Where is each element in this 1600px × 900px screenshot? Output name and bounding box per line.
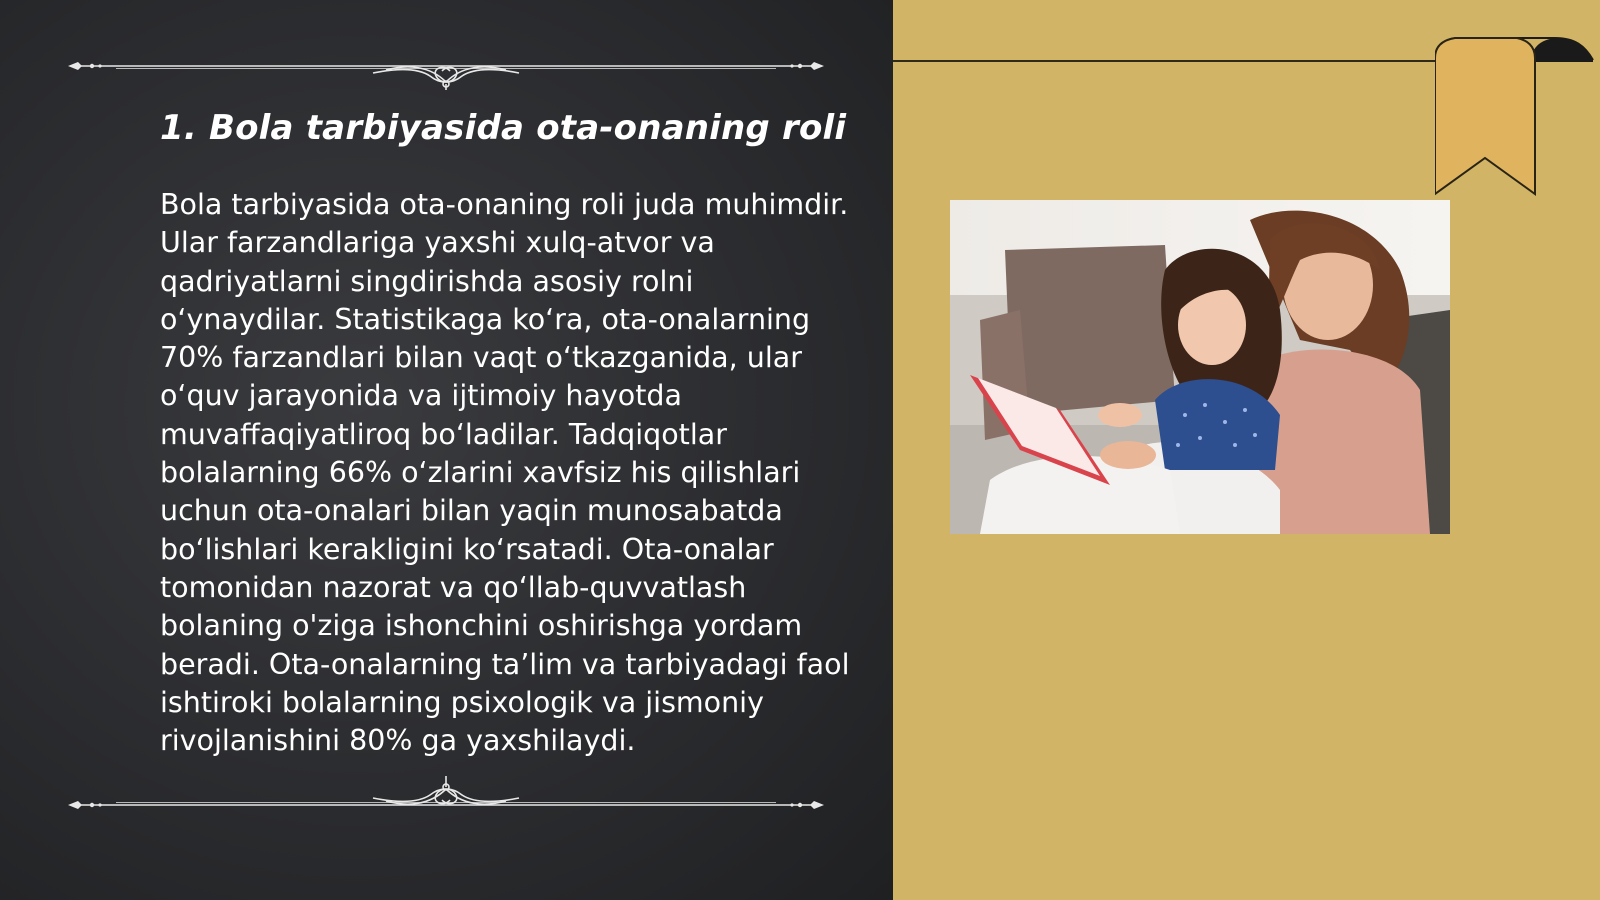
bookmark-ribbon-icon: [1435, 34, 1600, 204]
bottom-ornament-divider: [68, 774, 824, 824]
photo-illustration: [950, 200, 1450, 534]
slide-body-text: Bola tarbiyasida ota-onaning roli juda muhimdir. Ular farzandlariga yaxshi xulq-atvor va qadriyatlarni singdirishda asosiy rolni o‘ynaydilar. Statistikaga ko‘ra, ota-onalarning 70% farzandlari bilan vaqt o‘tkazganida, ular o‘quv jarayonida va ijtimoiy hayotda muvaffaqiyatliroq bo‘ladilar. Tadqiqotlar bolalarning 66% o‘zlarini xavfsiz his qilishlari uchun ota-onalari bilan yaqin munosabatda bo‘lishlari kerakligini ko‘rsatadi. Ota-onalar tomonidan nazorat va qo‘llab-quvvatlash bolaning o'ziga ishonchini oshirishga yordam beradi. Ota-onalarning ta’lim va tarbiyadagi faol ishtiroki bolalarning psixologik va jismoniy rivojlanishini 80% ga yaxshilaydi.: [160, 188, 850, 758]
mother-daughter-photo: [950, 200, 1450, 534]
top-ornament-divider: [68, 40, 824, 90]
divider-line: [893, 60, 1438, 62]
slide-title: 1. Bola tarbiyasida ota-onaning roli: [160, 108, 847, 148]
